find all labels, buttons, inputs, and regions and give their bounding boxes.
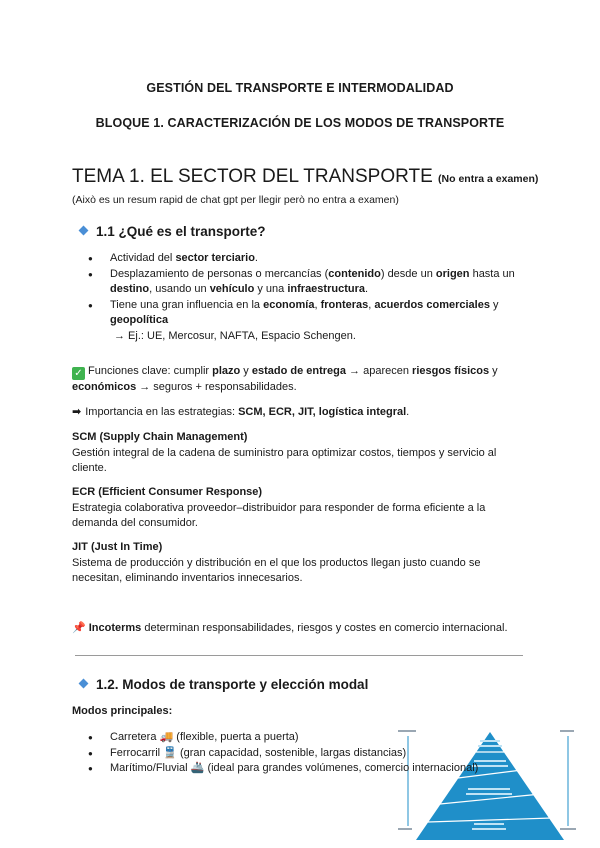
list-item: ● Carretera 🚚 (flexible, puerta a puerta) [88,730,528,746]
pin-icon: 📌 [72,622,86,634]
scm-title: SCM (Supply Chain Management) [72,431,248,443]
importance-paragraph: ➡ Importancia en las estrategias: SCM, ECR, JIT, logística integral. [72,405,530,421]
list-item: ● Tiene una gran influencia en la economía, fronteras, acuerdos comerciales y geopolítica → Ej.: UE, Mercosur, NAFTA, Espacio Schengen. [88,298,528,345]
ecr-title: ECR (Efficient Consumer Response) [72,486,263,498]
incoterms-paragraph: 📌 Incoterms determinan responsabilidades, riesgos y costes en comercio internacional. [72,622,508,634]
section-1-1-heading [80,224,266,239]
check-icon: ✓ [72,367,85,380]
tema-heading [72,166,538,188]
document-title: GESTIÓN DEL TRANSPORTE E INTERMODALIDAD [146,81,454,95]
functions-paragraph: ✓ Funciones clave: cumplir plazo y estado de entrega → aparecen riesgos físicos y económicos → seguros + responsabilidades. [72,365,498,393]
ship-icon: 🚢 [190,762,205,774]
example-line: → Ej.: UE, Mercosur, NAFTA, Espacio Schengen. [114,329,356,342]
list-item: ● Actividad del sector terciario. [88,251,528,267]
definition-list [88,251,528,344]
truck-icon: 🚚 [159,731,174,743]
modes-list [88,730,528,777]
scm-text: Gestión integral de la cadena de suministro para optimizar costos, tiempos y servicio al cliente. [72,446,497,474]
ecr-block [72,485,530,532]
list-item: ● Desplazamiento de personas o mercancías (contenido) desde un origen hasta un destino, usando un vehículo y una infraestructura. [88,267,528,298]
list-item: ● Ferrocarril 🚆 (gran capacidad, sostenible, largas distancias) [88,746,528,762]
summary-note: (Això es un resum rapid de chat gpt per llegir però no entra a examen) [72,194,399,206]
diamond-bullet-icon [79,225,89,235]
arrow-right-icon: ➡ [72,406,82,418]
jit-block [72,540,530,587]
modes-label: Modos principales: [72,705,173,717]
train-icon: 🚆 [163,746,177,759]
section-1-2-heading [80,677,368,692]
block-title: BLOQUE 1. CARACTERIZACIÓN DE LOS MODOS DE TRANSPORTE [95,116,505,130]
exam-note-badge: (No entra a examen) [438,173,539,185]
jit-title: JIT (Just In Time) [72,541,163,553]
diamond-bullet-icon [79,678,89,688]
jit-text: Sistema de producción y distribución en el que los productos llegan justo cuando se necesitan, eliminando inventarios innecesarios. [72,556,481,584]
list-item: ● Marítimo/Fluvial 🚢 (ideal para grandes volúmenes, comercio internacional) [88,761,528,777]
tema-title: TEMA 1. EL SECTOR DEL TRANSPORTE [72,166,433,187]
section-1-2-title: 1.2. Modos de transporte y elección modal [96,677,369,692]
scm-block [72,430,530,477]
section-divider [75,655,523,656]
ecr-text: Estrategia colaborativa proveedor–distribuidor para responder de forma eficiente a la demanda del consumidor. [72,501,486,529]
section-1-1-title: 1.1 ¿Qué es el transporte? [96,224,266,239]
